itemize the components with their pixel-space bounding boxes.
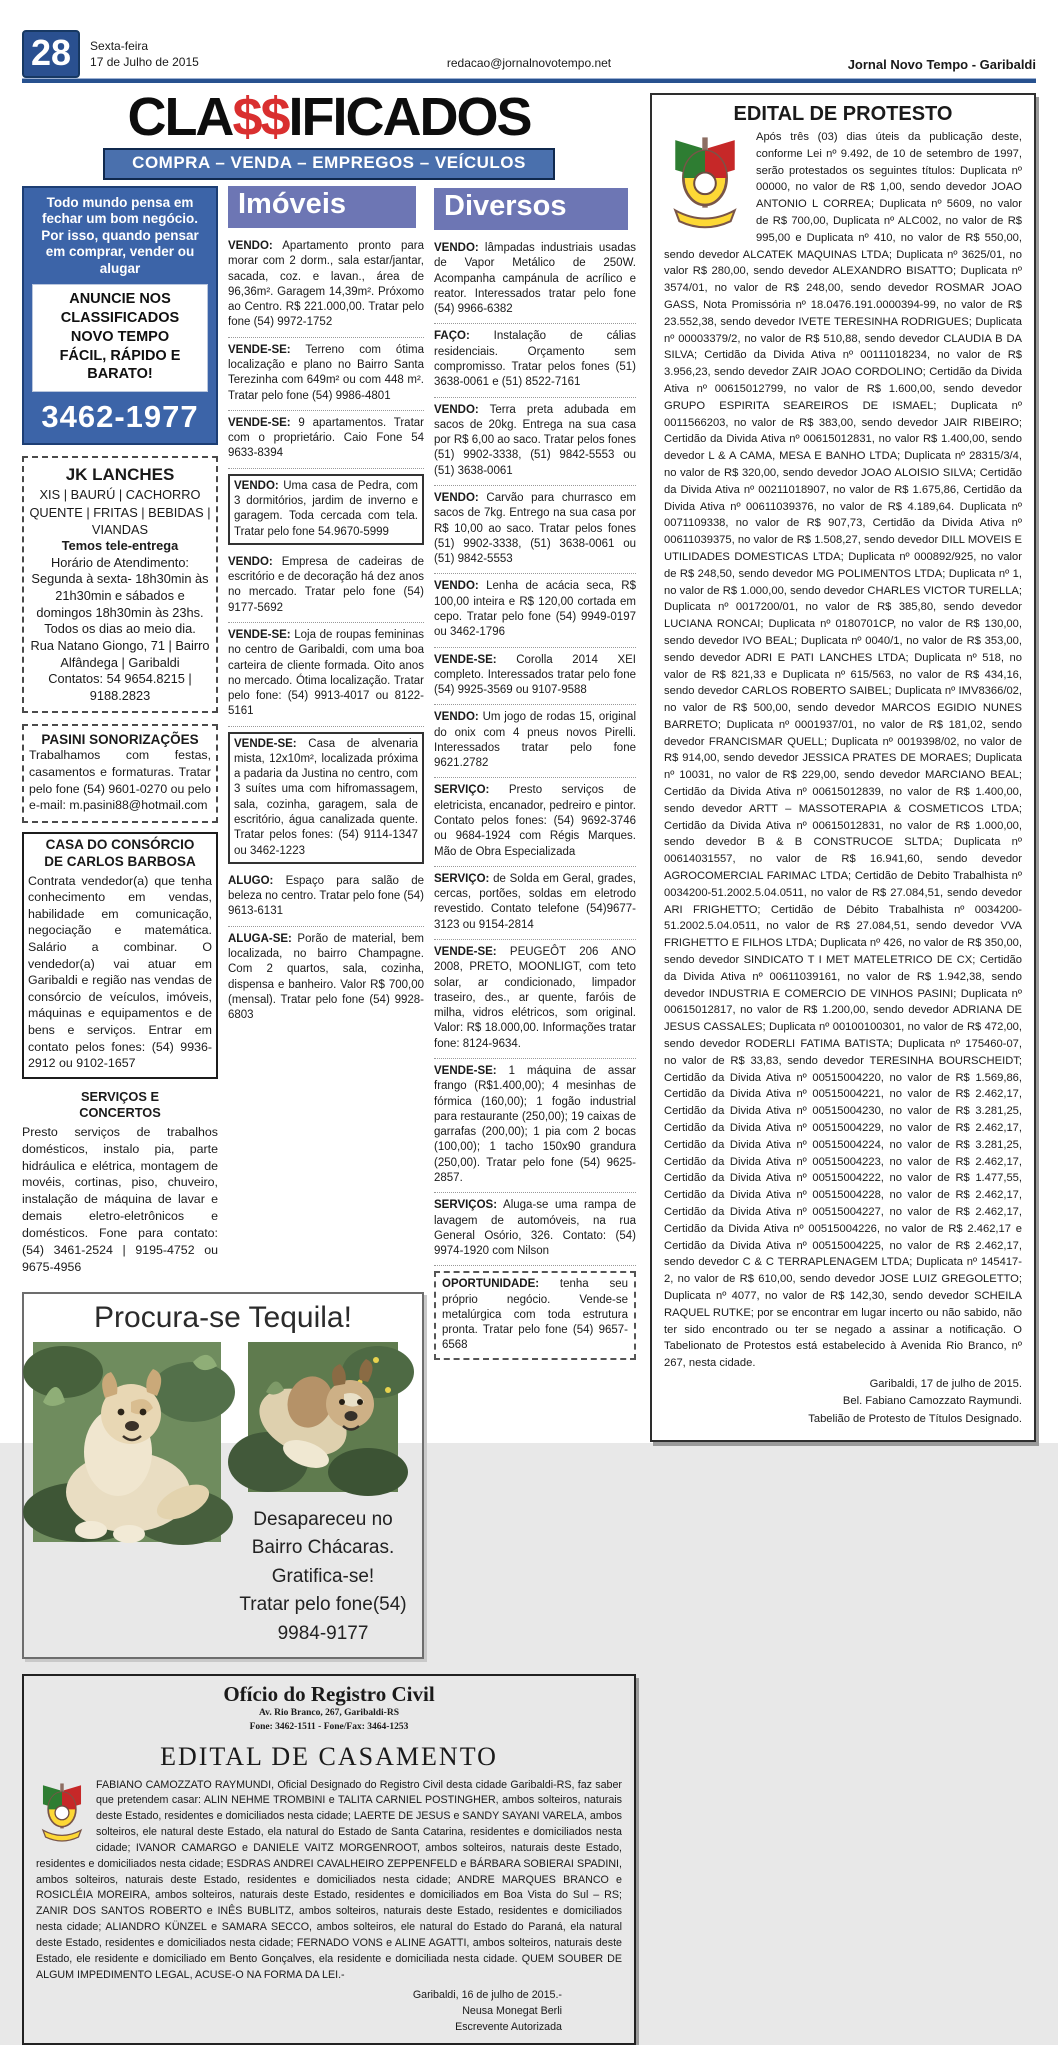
ad-text: Instalação de cálias residenciais. Orçamento sem compromisso. Tratar pelos fones (51) 3638-0061 e (51) 8522-7161 xyxy=(434,330,636,389)
consorcio-ad xyxy=(22,832,218,1079)
edital-protesto-body: Após três (03) dias úteis da publicação deste, conforme Lei nº 9.492, de 10 de setembro de 1997, serão protestados os seguintes títulos: Duplicata nº 00000, no valor de R$ 1,00, sendo devedor JOAO ANTONIO L CORREA; Duplicata nº 5609, no valor de R$ 700,00, Duplicata nº ALC002, no valor de R$ 995,00 e Duplicata nº 410, no valor de R$ 550,00, sendo devedor ALCATEK MAQUINAS LTDA; Duplicata nº 3625/01, no valor R$ 280,00, sendo devedor ALEXANDRO BISATTO; Duplicata nº 3574/01, no valor de R$ 248,00, sendo devedor ROSMAR JOAO GASS, Nota Promissória nº 18.0476.191.0000394-99, no valor de R$ 23.552,38, sendo devedor IVETE TERESINHA RODRIGUES; Duplicata nº 00003379/2, no valor de R$ 510,88, sendo devedor CLAUDIA B DA SILVA; Certidão da Divida Ativa nº 00111018234, no valor de R$ 3.956,23, sendo devedor ZAIR JOAO CORDOLINO; Certidão da Divida Ativa nº 00615012799, no valor de R$ 1.600,00, sendo devedor GRUPO ESPIRITA SEAREIROS DE ISMAEL; Duplicata nº 0011566203, no valor de R$ 383,00, sendo devedor JAIR RIBEIRO; Certidão da Divida Ativa nº 00615012831, no valor R$ 1.400,00, sendo devedor L & A CAMA, MESA E BANHO LTDA; Duplicata nº 28315/3/4, no valor de R$ 320,00, sendo devedor JOAO ALOISIO SILVA; Certidão da Divida Ativa nº 00211018907, no valor de R$ 1.675,86, Certidão da Divida Ativa nº 00611039376, no valor de R$ 4.189,64. Duplicata nº 0071109338, no valor de R$ 907,73, Certidão da Divida Ativa nº 00611039375, no valor de R$ 1.508,27, sendo devedor DILL MOVEIS E UTILIDADES DOMESTICAS LTDA; Duplicata nº 000892/925, no valor de R$ 248,50, sendo devedor MG POLIMENTOS LTDA; Duplicata nº 1, no valor de R$ 1.000,00, sendo devedor CHARLES VICTOR TURELLA; Duplicata nº 0017200/01, no valor de R$ 385,80, sendo devedor LUCIANA RONCAI; Duplicata nº 0180701CP, no valor de R$ 130,00, sendo devedor IVO BEAL; Duplicata nº 0040/1, no valor de R$ 353,00, sendo devedor ADRI E PATI LANCHES LTDA; Duplicata nº 518, no valor de R$ 821,33 e Duplicata nº 615/563, no valor de R$ 434,16, sendo devedor CARLOS ROBERTO SAIBEL; Duplicata nº IMV8366/02, no valor de R$ 500,00, sendo devedor MARCOS EGIDIO NUNES BARRETO; Duplicata nº 0001937/01, no valor de R$ 181,02, sendo devedor FRANCISMAR QUELL; Duplicata nº 0019398/02, no valor de R$ 914,00, sendo devedor JESSICA PRATES DE MORAES; Duplicata nº 10031, no valor de R$ 229,00, sendo devedor MARCIANO BEAL; Certidão da Divida Ativa nº 00615012839, no valor de R$ 1.400,00, sendo devedor ARTT – MASSOTERAPIA & COSMETICOS LTDA; Certidão da Divida Ativa nº 00615012831, no valor de R$ 1.000,00, sendo devedor B & B CONSTRUCOE SLTDA; Duplicata nº 00614031557, no valor de R$ 16.941,60, sendo devedor AGROCOMERCIAL FARIMAC LTDA; Certidão de Debito Trabalhista nº 0034200-51.2002.5.04.0511, no valor de R$ 27.084,51, sendo devedor ARI FRIGHETTO; Certidão de Débito Trabalhista nº 0034200-51.2002.5.04.0511, no valor de R$ 27.084,51, sendo devedor VVA FRIGHETTO E FILHOS LTDA; Duplicata nº 426, no valor de R$ 350,00, sendo devedor SINDICATO T I MET MATELETRICO DE CX; Certidão da Divida Ativa nº 00611039161, no valor de R$ 1.942,38, sendo devedor INDUSTRIA E COMERCIO DE VINHOS PASINI; Duplicata nº 00615012817, no valor de R$ 1.200,00, sendo devedor ADRIANA DE JESUS CASSALES; Duplicata nº 00100100301, no valor de R$ 472,00, sendo devedor RODERLI FATIMA BATISTA; Duplicata nº 175460-07, no valor de R$ 33,83, sendo devedor TERESINHA BOURSCHEIDT; Certidão da Divida Ativa nº 00515004220, no valor de R$ 1.569,86, Certidão da Divida Ativa nº 00515004221, no valor de R$ 2.462,17, Certidão da Divida Ativa nº 00515004230, no valor de R$ 3.281,25, Certidão da Divida Ativa nº 00515004229, no valor de R$ 2.462,17, Certidão da Divida Ativa nº 00515004224, no valor de R$ 3.281,25, Certidão da Divida Ativa nº 00515004223, no valor de R$ 2.462,17, Certidão da Divida Ativa nº 00515004222, no valor de R$ 1.477,55, Certidão da Divida Ativa nº 00515004228, no valor de R$ 2.462,17, Certidão da Divida Ativa nº 00515004227, no valor de R$ 2.462,17, Certidão da Divida Ativa nº 00515004226, no valor de R$ 2.462,17 e Certidão da Divida Ativa nº 00515004225, no valor de R$ 2.462,17, sendo devedor C & C TERRAPLENAGEM LTDA; Duplicata nº 145417-2, no valor de R$ 610,00, sendo devedor JOSE LUIZ GREGOLETTO; Duplicata nº 4077, no valor de R$ 142,30, sendo devedor SCHEILA RAQUEL RUTKE; por se encontrar em lugar incerto ou não sabido, não ter sido encontrado ou ter se negado a assinar a notificação. O Tabelionato de Protestos está estabelecido à Avenida Rio Branco, nº 267, nesta cidade. xyxy=(664,131,1022,1370)
jk-hours-label: Horário de Atendimento: xyxy=(50,554,189,570)
registro-civil-title: Ofício do Registro Civil xyxy=(223,1682,435,1707)
left-area xyxy=(22,85,636,2045)
ad-label: SERVIÇO: xyxy=(434,872,490,885)
classified-ad xyxy=(434,940,636,1059)
ad-label: SERVIÇOS: xyxy=(434,1199,498,1212)
ad-text: 1 máquina de assar frango (R$1.400,00); 4 mesinhas de fórmica (160,00); 1 fogão industrial para restaurante (250,00); 19 caixas de garrafas (200,00); 1 pia com 2 bocas (100,00); 1 tacho 150x90 grandura (250,00). Tratar pelo fone (54) 9625-2857. xyxy=(434,1064,636,1184)
promo-line3: FÁCIL, RÁPIDO E BARATO! xyxy=(59,347,181,383)
page-number: 28 xyxy=(31,32,72,73)
protesto-date: Garibaldi, 17 de julho de 2015. xyxy=(869,1377,1022,1390)
promo-intro: Todo mundo pensa em fechar um bom negócio. Por isso, quando pensar em comprar, vender ou alugar xyxy=(41,194,199,276)
paper-name: Jornal Novo Tempo - Garibaldi xyxy=(847,57,1036,72)
edital-casamento-signature xyxy=(36,1987,622,2035)
classified-ad xyxy=(228,927,424,1030)
dog-photo-right xyxy=(248,1342,398,1492)
rio-grande-do-sul-coat-of-arms-icon xyxy=(664,132,746,232)
registro-civil-phones: Fone: 3462-1511 - Fone/Fax: 3464-1253 xyxy=(249,1721,409,1732)
dog-photo-left xyxy=(33,1342,221,1542)
ad-text: Corolla 2014 XEI completo. Interessados tratar pelo fone (54) 9925-3569 ou 9107-9588 xyxy=(434,653,636,697)
registro-civil-address: Av. Rio Branco, 267, Garibaldi-RS xyxy=(259,1708,399,1719)
jk-address: Rua Natano Giongo, 71 | Bairro Alfândega | Garibaldi xyxy=(30,637,210,670)
title-dollar-signs: $$ xyxy=(232,87,289,147)
ad-text: Terra preta adubada em sacos de 20kg. Entrega na sua casa por R$ 6,00 ao saco. Tratar pelos fones (51) 9902-3338, (51) 9842-5553 ou (51) 3638-0061 xyxy=(434,403,637,477)
ad-label: VENDE-SE: xyxy=(228,343,291,356)
ad-label: VENDE-SE: xyxy=(228,416,291,429)
classified-ad xyxy=(228,869,424,927)
pasini-title: PASINI SONORIZAÇÕES xyxy=(41,732,199,748)
ad-label: VENDO: xyxy=(228,240,273,253)
servicos-body: Presto serviços de trabalhos domésticos, instalo pia, parte hidráulica e elétrica, montagem de movéis, cortinas, piso, chuveiro, instalação de máquina de lavar e demais eletro-eletrônicos e domésticos. Fone para contato: (54) 3461-2524 | 9195-4752 ou 9675-4956 xyxy=(22,1124,218,1274)
classified-ad xyxy=(434,486,636,574)
promo-line2: NOVO TEMPO xyxy=(70,328,170,345)
consorcio-title-line1: CASA DO CONSÓRCIO xyxy=(45,836,195,852)
protesto-signer: Bel. Fabiano Camozzato Raymundi. xyxy=(842,1395,1022,1408)
date: 17 de Julho de 2015 xyxy=(90,55,199,69)
ad-text: Carvão para churrasco em sacos de 7kg. Entrego na sua casa por R$ 10,00 ao saco. Tratar pelos fones (51) 9902-3338, (51) 3638-0061 ou (51) 9842-5553 xyxy=(434,491,636,566)
promo-line1: ANUNCIE NOS CLASSIFICADOS xyxy=(60,291,180,326)
jk-menu: XIS | BAURÚ | CACHORRO QUENTE | FRITAS | BEBIDAS | VIANDAS xyxy=(29,487,211,537)
categories-bar: COMPRA – VENDA – EMPREGOS – VEÍCULOS xyxy=(103,148,555,180)
servicos-concertos-ad xyxy=(22,1089,218,1276)
pasini-body: Trabalhamos com festas, casamentos e formaturas. Tratar pelo fone (54) 9601-0270 ou pelo e-mail: m.pasini88@hotmail.com xyxy=(29,748,211,813)
servicos-title-line1: SERVIÇOS E xyxy=(81,1088,159,1104)
ads-column-left xyxy=(22,186,218,1276)
ad-text: Porão de material, bem localizada, no bairro Champagne. Com 2 quartos, sala, cozinha, dispensa e banheiro. Valor R$ 700,00 (mensal). Tratar pelo fone (54) 9928-6803 xyxy=(228,932,424,1022)
lost-dog-right xyxy=(233,1342,413,1649)
lost-dog-caption xyxy=(233,1506,413,1649)
classified-ad xyxy=(228,550,424,623)
servicos-title xyxy=(22,1089,218,1121)
ad-label: VENDO: xyxy=(434,580,479,593)
title-post: IFICADOS xyxy=(288,87,531,147)
promo-phone: 3462-1977 xyxy=(41,399,199,435)
classified-ad xyxy=(228,474,424,545)
lost-dog-caption-line1: Desapareceu no Bairro Chácaras. xyxy=(251,1508,395,1559)
columns-row xyxy=(22,186,636,1659)
diversos-section-header: Diversos xyxy=(434,188,628,230)
edital-casamento-body-wrap xyxy=(36,1778,622,1984)
lost-dog-title: Procura-se Tequila! xyxy=(94,1300,352,1334)
classified-ad xyxy=(434,648,636,706)
ad-label: VENDO: xyxy=(434,711,479,724)
redaction-email: redacao@jornalnovotempo.net xyxy=(446,56,612,70)
jk-title: JK LANCHES xyxy=(65,465,175,485)
diversos-column xyxy=(434,186,636,1659)
ad-label: VENDO: xyxy=(228,555,273,568)
rio-grande-do-sul-coat-of-arms-icon xyxy=(36,1780,88,1844)
casamento-signer-role: Escrevente Autorizada xyxy=(455,2021,562,2034)
columns-pair xyxy=(22,186,424,1276)
anuncie-promo-box xyxy=(22,186,218,446)
imoveis-column xyxy=(228,186,424,1276)
jk-contacts: Contatos: 54 9654.8215 | 9188.2823 xyxy=(48,671,192,703)
consorcio-title-line2: DE CARLOS BARBOSA xyxy=(44,853,196,869)
ad-label: ALUGA-SE: xyxy=(228,932,292,945)
page-number-badge xyxy=(22,30,80,78)
classified-ad xyxy=(434,1059,636,1193)
edital-casamento-box xyxy=(22,1674,636,2045)
ad-label: SERVIÇO: xyxy=(434,784,490,797)
ad-text: Casa de alvenaria mista, 12x10m², localizada próxima a padaria da Justina no centro, com 3 suítes uma com hifromassagem, sala, cozinha, garagem, sala de escritório, água canalizada quente. Tratar pelos fones: (54) 9114-1347 ou 3462-1223 xyxy=(234,737,418,857)
ad-text: 9 apartamentos. Tratar com o proprietário. Caio Fone 54 9633-8394 xyxy=(228,416,424,460)
ad-text: Um jogo de rodas 15, original do onix com 4 pneus novos Pirelli. Interessados tratar pelo fone 9621.2782 xyxy=(434,711,636,770)
ad-label: VENDE-SE: xyxy=(234,737,297,750)
ad-text: Apartamento pronto para morar com 2 dorm., sala estar/jantar, sacada, coz. e lavan., área de 96,36m². Garagem 14,39m². Próxomo ao Centro. R$ 221.000,00. Tratar pelo fone (54) 9972-1752 xyxy=(228,240,424,329)
ad-text: Loja de roupas femininas no centro de Garibaldi, com uma boa carteira de cliente formada. Oito anos no mercado. Ótima localização. Tratar pelo fone: (54) 9913-4017 ou 8122-5161 xyxy=(228,628,424,718)
weekday: Sexta-feira xyxy=(90,38,149,53)
ad-label: VENDE-SE: xyxy=(228,628,291,641)
page-body xyxy=(22,83,1036,2045)
ad-text: tenha seu próprio negócio. Vende-se metalúrgica com toda estrutura pronta. Tratar pelo fone (54) 9657-6568 xyxy=(442,1278,628,1352)
diversos-ads-list xyxy=(434,236,636,1360)
ad-label: VENDE-SE: xyxy=(434,1064,497,1077)
edital-casamento-title: EDITAL DE CASAMENTO xyxy=(160,1741,498,1771)
classified-ad xyxy=(434,1271,636,1359)
right-area xyxy=(650,85,1036,2045)
ad-text: Empresa de cadeiras de escritório e de decoração há dez anos no mercado. Tratar pelo fone (54) 9177-5692 xyxy=(228,555,424,614)
date-block xyxy=(90,38,199,70)
protesto-signer-role: Tabelião de Protesto de Títulos Designado. xyxy=(808,1412,1022,1425)
casamento-date: Garibaldi, 16 de julho de 2015.- xyxy=(412,1989,562,2002)
pasini-ad xyxy=(22,724,218,822)
imoveis-ads-list xyxy=(228,234,424,1029)
consorcio-body: Contrata vendedor(a) que tenha conhecimento em vendas, habilidade em comunicação, negociação e matemática. Salário a combinar. O vendedor(a) vai atuar em Garibaldi e região nas vendas de consórcio de veículos, imóveis, máquinas e equipamentos e de bens e serviços. Entrar em contato pelos fones: (54) 9936-2912 ou 9102-1657 xyxy=(28,873,212,1071)
ad-label: VENDE-SE: xyxy=(434,946,497,958)
classified-ad xyxy=(434,1193,636,1266)
ad-text: de Solda em Geral, grades, cercas, portões, soldas em eletrodo revestido. Contato telefone (54)9677-3123 ou 9154-2814 xyxy=(434,872,636,931)
classifieds-masthead xyxy=(22,85,636,186)
classified-ad xyxy=(434,324,636,397)
ad-label: VENDE-SE: xyxy=(434,653,497,666)
edital-protesto-box xyxy=(650,93,1036,1442)
ad-text: Uma casa de Pedra, com 3 dormitórios, jardim de inverno e garagem. Toda cercada com tela. Tratar pelo fone 54.9670-5999 xyxy=(234,479,418,538)
ad-label: VENDO: xyxy=(234,479,279,492)
classified-ad xyxy=(228,411,424,469)
ad-text: Presto serviços de eletricista, encanador, pedreiro e pintor. Contato pelos fones: (54) 9692-3746 ou 9684-1924 com Régis Marques. Mão de Obra Especializada xyxy=(434,784,636,858)
edital-casamento-body: FABIANO CAMOZZATO RAYMUNDI, Oficial Designado do Registro Civil desta cidade Garibaldi-RS, faz saber que pretendem casar: ALIN NEHME TROMBINI e TALITA CARNIEL POSTINGHER, ambos solteiros, naturais deste Estado, residentes e domiciliados nesta cidade; LAERTE DE JESUS e SANDY SAYANI VARELA, ambos solteiros, ele natural deste Estado, ela natural do Estado de Santa Catarina, residentes e domiciliados nesta cidade; IVANOR CAMARGO e DANIELE VAITZ MORGENROOT, ambos solteiros, naturais deste Estado, residentes e domiciliados nesta cidade; ESDRAS ANDREI CAVALHEIRO ZEPPENFELD e BÁRBARA SOBIERAI SPADINI, ambos solteiros, naturais deste Estado, residentes e domiciliados nesta cidade; ANDRE MARQUES BRANCO e ROSICLÉIA MOREIRA, ambos solteiros, naturais deste Estado, residentes e domiciliados em Boa Vista do Sul – RS; ZANIR DOS SANTOS ROBERTO e INÊS BUBLITZ, ambos solteiros, naturais deste Estado, residentes e domiciliados nesta cidade; ALIANDRO KÜNZEL e SAMARA SECCO, ambos solteiros, ele natural do Estado do Paraná, ela natural deste Estado, residentes e domiciliados nesta cidade; FERNADO VONS e ALINE AGATTI, ambos solteiros, naturais deste Estado, ele residente e domiciliado em Bento Gonçalves, ela residente e domiciliada nesta cidade. QUEM SOUBER DE ALGUM IMPEDIMENTO LEGAL, ACUSE-O NA FORMA DA LEI.- xyxy=(36,1778,622,1981)
ad-label: OPORTUNIDADE: xyxy=(442,1278,540,1291)
classified-ad xyxy=(434,236,636,324)
jk-hours: Segunda à sexta- 18h30min às 21h30min e sábados e domingos 18h30min às 23hs. xyxy=(31,571,209,620)
consorcio-title xyxy=(28,837,212,871)
servicos-title-line2: CONCERTOS xyxy=(79,1104,161,1120)
ad-text: Terreno com ótima localização e plano no Bairro Santa Terezinha com 649m² ou com 448 m². Tratar pelo fone (54) 9986-4801 xyxy=(228,343,424,402)
classified-ad xyxy=(434,398,636,486)
jk-lanches-ad xyxy=(22,456,218,713)
casamento-signer: Neusa Monegat Berli xyxy=(462,2005,562,2018)
promo-inner-box xyxy=(32,284,208,392)
classified-ad xyxy=(228,623,424,727)
page-header xyxy=(22,0,1036,78)
title-pre: CLA xyxy=(127,87,233,147)
classified-ad xyxy=(228,338,424,411)
lost-dog-content xyxy=(33,1342,413,1649)
ad-label: VENDO: xyxy=(434,242,479,255)
ad-label: VENDO: xyxy=(434,491,479,504)
lost-dog-caption-line2: Gratifica-se! xyxy=(271,1565,375,1587)
imoveis-section-header: Imóveis xyxy=(228,186,416,228)
edital-protesto-title: EDITAL DE PROTESTO xyxy=(733,103,953,125)
jk-hours2: Todos os dias ao meio dia. xyxy=(44,621,196,637)
ad-text: Aluga-se uma rampa de lavagem de automóveis, na rua General Osório, 326. Contato: (54) 9974-1920 com Nilson xyxy=(434,1199,636,1258)
classified-ad xyxy=(434,778,636,866)
ad-label: ALUGO: xyxy=(228,874,274,887)
ad-text: PEUGEÔT 206 ANO 2008, PRETO, MOONLIGT, com teto solar, ar condicionado, limpador traseiro, des., ar quente, faróis de milha, vidros elétricos, som original. Valor: R$ 18.000,00. Informações tratar fone: 8124-9634. xyxy=(434,946,636,1050)
jk-tele-entrega: Temos tele-entrega xyxy=(61,538,179,554)
classified-ad xyxy=(434,574,636,647)
classified-ad xyxy=(434,867,636,940)
classified-ad xyxy=(228,732,424,864)
lost-dog-ad xyxy=(22,1292,424,1660)
ad-text: lâmpadas industriais usadas de Vapor Metálico de 250W. Acompanha campánula de acrílico e reator. Interessados tratar pelo fone (54) 9966-6382 xyxy=(434,242,636,316)
ad-label: FAÇO: xyxy=(434,330,470,343)
ad-text: Espaço para salão de beleza no centro. Tratar pelo fone (54) 9613-6131 xyxy=(228,874,424,918)
columns-one-two xyxy=(22,186,424,1659)
edital-protesto-signature xyxy=(664,1376,1022,1428)
classified-ad xyxy=(434,705,636,778)
ad-label: VENDO: xyxy=(434,403,479,416)
edital-protesto-body-wrap xyxy=(664,129,1022,1372)
ad-text: Lenha de acácia seca, R$ 100,00 inteira e R$ 120,00 cortada em cepo. Tratar pelo fone (54) 9949-0197 ou 3462-1796 xyxy=(434,580,636,639)
classified-ad xyxy=(228,234,424,338)
lost-dog-phone: Tratar pelo fone(54) 9984-9177 xyxy=(239,1594,407,1644)
classifieds-title xyxy=(22,89,636,146)
